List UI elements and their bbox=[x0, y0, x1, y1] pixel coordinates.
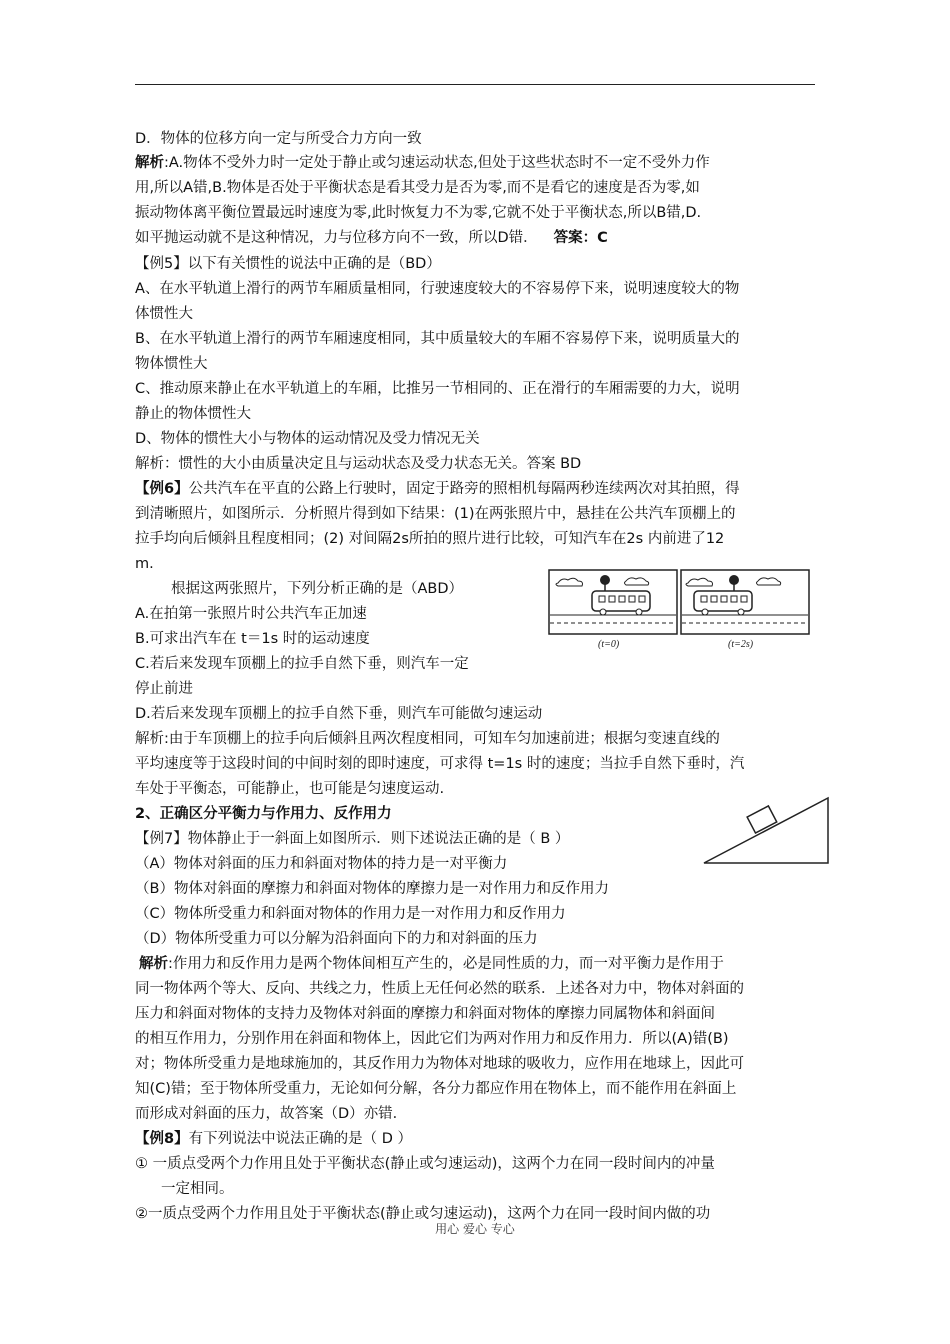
text-line bbox=[161, 1179, 234, 1199]
text-line bbox=[135, 729, 720, 749]
line-text: 物体惯性大 bbox=[135, 356, 208, 372]
text-line bbox=[135, 304, 193, 324]
text-line bbox=[135, 654, 469, 674]
line-text: D.若后来发现车顶棚上的拉手自然下垂，则汽车可能做匀速运动 bbox=[135, 706, 543, 722]
line-text: 【例5】以下有关惯性的说法中正确的是（BD） bbox=[135, 256, 441, 272]
text-line bbox=[135, 129, 422, 149]
line-text: （D）物体所受重力可以分解为沿斜面向下的力和对斜面的压力 bbox=[135, 931, 538, 947]
line-text: ②一质点受两个力作用且处于平衡状态(静止或匀速运动)，这两个力在同一段时间内做的功 bbox=[135, 1206, 711, 1222]
text-line bbox=[135, 504, 736, 524]
text-line bbox=[135, 679, 193, 699]
text-line bbox=[135, 379, 740, 399]
line-text: 而形成对斜面的压力，故答案（D）亦错． bbox=[135, 1106, 408, 1122]
line-text: 到清晰照片，如图所示．分析照片得到如下结果：(1)在两张照片中，悬挂在公共汽车顶棚上的 bbox=[135, 506, 736, 522]
block-on-incline bbox=[747, 806, 777, 833]
text-line bbox=[135, 354, 208, 374]
text-line bbox=[135, 203, 701, 223]
text-line bbox=[135, 1054, 744, 1074]
line-text: 对；物体所受重力是地球施加的，其反作用力为物体对地球的吸收力，应作用在地球上，因此可 bbox=[135, 1056, 744, 1072]
line-text: C.若后来发现车顶棚上的拉手自然下垂，则汽车一定 bbox=[135, 656, 469, 672]
text-line bbox=[135, 1129, 412, 1149]
incline-figure bbox=[700, 795, 832, 867]
line-text: 的相互作用力，分别作用在斜面和物体上，因此它们为两对作用力和反作用力．所以(A)错(B) bbox=[135, 1031, 729, 1047]
text-line bbox=[135, 1104, 407, 1124]
line-text: 【例7】物体静止于一斜面上如图所示．则下述说法正确的是（ B ） bbox=[135, 831, 570, 847]
line-text: 压力和斜面对物体的支持力及物体对斜面的摩擦力和斜面对物体的摩擦力同属物体和斜面间 bbox=[135, 1006, 715, 1022]
line-text: D．物体的位移方向一定与所受合力方向一致 bbox=[135, 131, 422, 147]
text-line bbox=[135, 704, 542, 724]
text-line bbox=[135, 904, 566, 924]
line-text: 静止的物体惯性大 bbox=[135, 406, 251, 422]
text-line bbox=[135, 529, 724, 549]
line-heading: 解析 bbox=[135, 155, 164, 171]
line-text: 知(C)错；至于物体所受重力，无论如何分解，各分力都应作用在物体上，而不能作用在斜面上 bbox=[135, 1081, 737, 1097]
line-text: 一定相同。 bbox=[161, 1181, 234, 1197]
text-line bbox=[135, 1029, 729, 1049]
text-line bbox=[135, 604, 367, 624]
text-line bbox=[135, 404, 251, 424]
line-text: ① 一质点受两个力作用且处于平衡状态(静止或匀速运动)，这两个力在同一段时间内的冲量 bbox=[135, 1156, 715, 1172]
text-line bbox=[135, 329, 739, 349]
line-text: 拉手均向后倾斜且程度相同；(2) 对间隔2s所拍的照片进行比较，可知汽车在2s 内前进了12 bbox=[135, 531, 725, 547]
photo-right-label: (t=2s) bbox=[728, 639, 754, 650]
line-text: 停止前进 bbox=[135, 681, 193, 697]
text-line bbox=[135, 879, 609, 899]
text-line bbox=[135, 454, 581, 474]
line-text: 根据这两张照片，下列分析正确的是（ABD） bbox=[171, 581, 464, 597]
text-line bbox=[135, 854, 507, 874]
line-heading: 解析 bbox=[139, 956, 168, 972]
line-text: 解析：惯性的大小由质量决定且与运动状态及受力状态无关。答案 BD bbox=[135, 456, 582, 472]
line-text: B.可求出汽车在 t＝1s 时的运动速度 bbox=[135, 631, 370, 647]
line-heading: 【例6】 bbox=[135, 481, 189, 497]
bus-photos-figure bbox=[548, 569, 810, 651]
page-footer: 用心 爱心 专心 bbox=[435, 1222, 515, 1236]
line-text: 平均速度等于这段时间的中间时刻的即时速度，可求得 t=1s 时的速度；当拉手自然下垂时，汽 bbox=[135, 756, 745, 772]
text-line bbox=[135, 479, 740, 499]
line-text: （A）物体对斜面的压力和斜面对物体的持力是一对平衡力 bbox=[135, 856, 508, 872]
photo-left-label: (t=0) bbox=[598, 639, 620, 650]
line-text: B、在水平轨道上滑行的两节车厢速度相同，其中质量较大的车厢不容易停下来，说明质量大的 bbox=[135, 331, 740, 347]
text-line bbox=[135, 228, 608, 248]
text-line bbox=[135, 153, 710, 173]
text-line bbox=[171, 579, 463, 599]
line-text: 车处于平衡态，可能静止，也可能是匀速度运动. bbox=[135, 781, 445, 797]
line-text: 解析:由于车顶棚上的拉手向后倾斜且两次程度相同，可知车匀加速前进；根据匀变速直线的 bbox=[135, 731, 720, 747]
line-text: 体惯性大 bbox=[135, 306, 193, 322]
line-heading: 2、正确区分平衡力与作用力、反作用力 bbox=[135, 806, 392, 822]
line-text: m. bbox=[135, 556, 154, 572]
line-text: :A.物体不受外力时一定处于静止或匀速运动状态,但处于这些状态时不一定不受外力作 bbox=[164, 155, 710, 171]
photo-left bbox=[549, 570, 677, 634]
text-line bbox=[135, 779, 444, 799]
photo-right bbox=[681, 570, 809, 634]
text-line bbox=[135, 178, 700, 198]
line-text: 同一物体两个等大、反向、共线之力，性质上无任何必然的联系．上述各对力中，物体对斜面的 bbox=[135, 981, 744, 997]
text-line bbox=[135, 979, 744, 999]
line-text: C、推动原来静止在水平轨道上的车厢，比推另一节相同的、正在滑行的车厢需要的力大，说明 bbox=[135, 381, 740, 397]
line-text: :作用力和反作用力是两个物体间相互产生的，必是同性质的力，而一对平衡力是作用于 bbox=[168, 956, 724, 972]
text-line bbox=[135, 1154, 715, 1174]
line-heading: 【例8】 bbox=[135, 1131, 189, 1147]
line-text: （C）物体所受重力和斜面对物体的作用力是一对作用力和反作用力 bbox=[135, 906, 566, 922]
line-text: 公共汽车在平直的公路上行驶时，固定于路旁的照相机每隔两秒连续两次对其拍照，得 bbox=[188, 481, 740, 497]
text-line bbox=[135, 1079, 736, 1099]
line-text: 振动物体离平衡位置最远时速度为零,此时恢复力不为零,它就不处于平衡状态,所以B错,D. bbox=[135, 205, 702, 221]
text-line bbox=[135, 1004, 715, 1024]
line-text: （B）物体对斜面的摩擦力和斜面对物体的摩擦力是一对作用力和反作用力 bbox=[135, 881, 609, 897]
line-text: A、在水平轨道上滑行的两节车厢质量相同，行驶速度较大的不容易停下来，说明速度较大的物 bbox=[135, 281, 740, 297]
answer-label: 答案：C bbox=[553, 230, 608, 246]
line-text: 如平抛运动就不是这种情况，力与位移方向不一致，所以D错． bbox=[135, 230, 538, 246]
line-text: A.在拍第一张照片时公共汽车正加速 bbox=[135, 606, 367, 622]
text-line bbox=[135, 279, 739, 299]
line-text: D、物体的惯性大小与物体的运动情况及受力情况无关 bbox=[135, 431, 480, 447]
text-line bbox=[135, 804, 392, 824]
text-line bbox=[139, 954, 724, 974]
header-rule bbox=[135, 84, 815, 85]
text-line bbox=[135, 554, 154, 574]
line-text: 用,所以A错,B.物体是否处于平衡状态是看其受力是否为零,而不是看它的速度是否为零,如 bbox=[135, 180, 700, 196]
text-line bbox=[135, 429, 480, 449]
text-line bbox=[135, 254, 441, 274]
text-line bbox=[135, 629, 370, 649]
line-text: 有下列说法中说法正确的是（ D ） bbox=[188, 1131, 412, 1147]
text-line bbox=[135, 829, 569, 849]
text-line bbox=[135, 754, 744, 774]
text-line bbox=[135, 929, 538, 949]
